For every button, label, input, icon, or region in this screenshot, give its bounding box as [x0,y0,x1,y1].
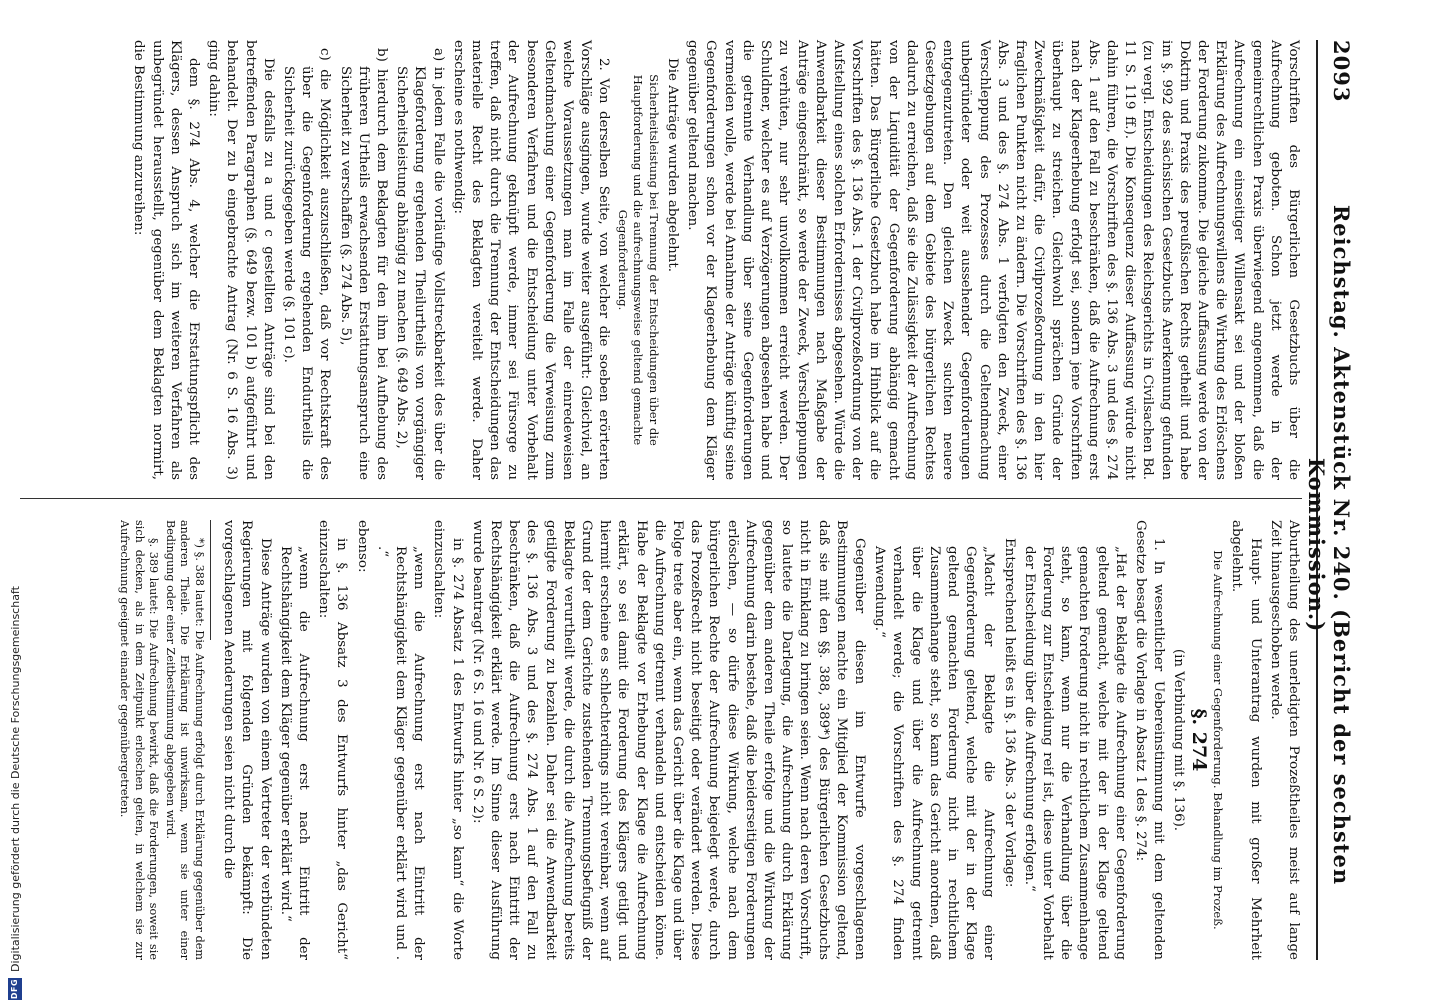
dfg-logo-icon: DFG [8,978,22,1000]
paragraph: Haupt- und Unterantrag wurden mit großer Mehrheit abgelehnt. [1229,520,1263,960]
footnote-rule [210,520,211,640]
paragraph: dem §. 274 Abs. 4, welcher die Erstattungspflicht des Klägers, dessen Anspruch sich im weiteren Verfahren als unbegründet herausstellt, gegenüber dem Beklagten normirt, die Bestimmung anzureihen: [131,40,201,480]
paragraph: in §. 274 Absatz 1 des Entwurfs hinter „so kann“ die Worte einzuschalten: [431,520,465,960]
paragraph: Vorschriften des Bürgerlichen Gesetzbuchs über die Aufrechnung geboten. Schon jetzt werde in der gemeinrechtlichen Praxis überwiegend angenommen, daß die Aufrechnung ein einseitiger Willensakt sei und der bloßen Erklärung des Aufrechnungswillens die Wirkung des Erlöschens der Forderung zukomme. Die gleiche Auffassung werde von der Doktrin und Praxis des preußischen Rechts getheilt und habe im §. 992 des sächsischen Gesetzbuchs Anerkennung gefunden (zu vergl. Entscheidungen des Reichsgerichts in Civilsachen Bd. 11 S. 119 ff.). Die Konsequenz dieser Auffassung würde nicht dahin führen, die Vorschriften des §. 136 Abs. 3 und des §. 274 Abs. 1 auf den Fall zu beschränken, daß die Aufrechnung erst nach der Klageerhebung erfolgt sei, sondern jene Vorschriften überhaupt zu streichen. Gleichwohl sprächen Gründe der Zweckmäßigkeit dafür, die Civilprozeßordnung in den hier fraglichen Punkten nicht zu ändern. Die Vorschriften des §. 136 Abs. 3 und des §. 274 Abs. 1 verfolgten den Zweck, einer Verschleppung des Prozesses durch die Geltendmachung unbegründeter oder weit aussehender Gegenforderungen entgegenzutreten. Den gleichen Zweck suchten neuere Gesetzgebungen auf dem Gebiete des bürgerlichen Rechtes dadurch zu erreichen, daß sie die Zulässigkeit der Aufrechnung von der Liquidität der Gegenforderung abhängig gemacht hätten. Das Bürgerliche Gesetzbuch habe im Hinblick auf die Vorschriften des §. 136 Abs. 1 der Civilprozeßordnung von der Aufstellung eines solchen Erfordernisses abgesehen. Würde die Anwendbarkeit dieser Bestimmungen nach Maßgabe der Anträge eingeschränkt, so werde der Zweck, Verschleppungen zu verhüten, nur sehr unvollkommen erreicht werden. Der Schuldner, welcher es auf Verzögerungen abgesehen habe und die getrennte Verhandlung über seine Gegenforderungen vermeiden wolle, werde bei Annahme der Anträge künftig seine Gegenforderungen schon vor der Klageerhebung dem Kläger gegenüber geltend machen. [685,40,1301,480]
paragraph-subtitle: (in Verbindung mit §. 136). [1171,648,1187,832]
footnote: *) §. 388 lautet: Die Aufrechnung erfolgt durch Erklärung gegenüber dem anderen Theile. Die Erklärung ist unwirksam, wenn sie unter einer Bedingung oder einer Zeitbestimmung abgegeben wird. [163,520,206,960]
quotation: „wenn die Aufrechnung erst nach Eintritt der Rechtshängigkeit dem Kläger gegenüber erklärt wird und . .“ [374,546,427,960]
list-item: b) hierdurch dem Beklagten für den ihm bei Aufhebung des früheren Urtheils erwachsenden Erstattungsanspruch eine Sicherheit zu verschaffen (§. 274 Abs. 5), [337,48,389,480]
footnote: §. 389 lautet: Die Aufrechnung bewirkt, daß die Forderungen, soweit sie sich decken, als in dem Zeitpunkt erloschen gelten, in welchem sie zur Aufrechnung geeignet einander gegenübergetreten. [117,520,161,960]
paragraph: Die desfalls zu a und c gestellten Anträge sind bei den betreffenden Paragraphen (§. 649 bezw. 101 b) aufgeführt und behandelt. Der zu b eingebrachte Antrag (Nr. 6 S. 16 Abs. 3) ging dahin: [206,40,276,480]
paragraph: Entsprechend heißt es in §. 136 Abs. 3 der Vorlage: [1001,538,1017,888]
paragraph: Diese Anträge wurden von einem Vertreter der verbündeten Regierungen mit folgenden Gründen bekämpft: Die vorgeschlagenen Aenderungen seien nicht durch die [221,520,273,960]
credit-text: Digitalisierung gefördert durch die Deutsche Forschungsgemeinschaft [8,586,22,972]
column-divider [20,498,1302,499]
paragraph: Die Anträge wurden abgelehnt. [665,58,681,273]
left-column [20,40,1302,480]
paragraph: Gegenüber diesen im Entwurfe vorgeschlagenen Bestimmungen machte ein Mitglied der Kommission geltend, daß sie mit den §§. 388, 389*) des Bürgerlichen Gesetzbuchs nicht in Einklang zu bringen seien. Wenn nach deren Vorschrift, so lautete die Darlegung, die Aufrechnung durch Erklärung gegenüber dem anderen Theile erfolge und die Wirkung der Aufrechnung darin bestehe, daß die beiderseitigen Forderungen erlöschen, — so dürfe diese Wirkung, welche nach dem bürgerlichen Rechte der Aufrechnung beigelegt werde, durch das Prozeßrecht nicht beseitigt oder verändert werden. Diese Folge trete aber ein, wenn das Gericht über die Klage und über die Aufrechnung getrennt verhandeln und entscheiden könne. Habe der Beklagte vor Erhebung der Klage die Aufrechnung erklärt, so sei damit die Forderung des Klägers getilgt und hiermit erscheine es schlechterdings nicht vereinbar, wenn auf Grund der dem Gerichte zustehenden Trennungsbefugniß der Beklagte verurtheilt werde, die durch die Aufrechnung bereits getilgte Forderung zu bezahlen. Daher sei die Anwendbarkeit des §. 136 Abs. 3 und des §. 274 Abs. 1 auf den Fall zu beschränken, daß die Aufrechnung erst nach Eintritt der Rechtshängigkeit erklärt werde. Im Sinne dieser Ausführung wurde beantragt (Nr. 6 S. 16 und Nr. 6 S. 2): [469,520,868,960]
section-heading: Die Aufrechnung einer Gegenforderung. Behandlung im Prozeß. [1211,550,1226,930]
paragraph: 2. Von derselben Seite, von welcher die soeben erörterten Vorschläge ausgingen, wurde weiter ausgeführt: Gleichviel, an welche Voraussetzungen man im Falle der einredeweisen Geltendmachung einer Gegenforderung die Verweisung zum besonderen Verfahren und die Entscheidung unter Vorbehalt der Aufrechnung geknüpft werde, immer sei Fürsorge zu treffen, daß nicht durch die Trennung der Entscheidungen das materielle Recht des Beklagten vereitelt werde. Daher erscheine es nothwendig: [450,40,612,480]
running-title: Reichstag. Aktenstück Nr. 240. (Bericht der sechsten Kommission.) [1304,204,1354,886]
section-heading: Sicherheitsleistung bei Trennung der Entscheidungen über die Hauptforderung und die aufrechnungsweise geltend gemachte Gegenforderung. [615,74,661,446]
quotation: „Macht der Beklagte die Aufrechnung einer Gegenforderung geltend, welche mit der in der Klage geltend gemachten Forderung nicht in rechtlichem Zusammenhange steht, so kann das Gericht anordnen, daß über die Klage und über die Aufrechnung getrennt verhandelt werde; die Vorschriften des §. 274 finden Anwendung.“ [872,546,997,960]
quotation: „Hat der Beklagte die Aufrechnung einer Gegenforderung geltend gemacht, welche mit der in der Klage geltend gemachten Forderung nicht in rechtlichem Zusammenhange steht, so kann, wenn nur die Verhandlung über die Forderung zur Entscheidung reif ist, diese unter Vorbehalt der Entscheidung über die Aufrechnung erfolgen.“ [1021,546,1128,960]
paragraph-title: §. 274 [1187,708,1210,772]
list-item: c) die Möglichkeit auszuschließen, daß vor Rechtskraft des über die Gegenforderung ergehenden Endurtheils die Sicherheit zurückgegeben werde (§. 101 c). [280,48,333,480]
digitization-credit [4,0,26,1000]
right-column [20,520,1302,960]
paragraph: 1. In wesentlicher Uebereinstimmung mit dem geltenden Gesetze besagt die Vorlage in Absatz 1 des §. 274: [1133,520,1167,960]
page-header [1304,40,1362,960]
list-item: a) in jedem Falle die vorläufige Vollstreckbarkeit des über die Klageforderung ergehenden Theilurtheils von vorgängiger Sicherheitsleistung abhängig zu machen (§. 649 Abs. 2), [394,48,446,480]
quotation: „wenn die Aufrechnung erst nach Eintritt der Rechtshängigkeit dem Kläger gegenüber erklärt wird.“ [277,546,311,960]
page-number: 2093 [1329,40,1354,103]
paragraph: ebenso: [354,520,370,573]
paragraph: Aburtheilung des unerledigten Prozeßtheiles meist auf lange Zeit hinausgeschoben werde. [1267,520,1301,960]
paragraph: in §. 136 Absatz 3 des Entwurfs hinter „das Gericht“ einzuschalten: [316,520,350,960]
